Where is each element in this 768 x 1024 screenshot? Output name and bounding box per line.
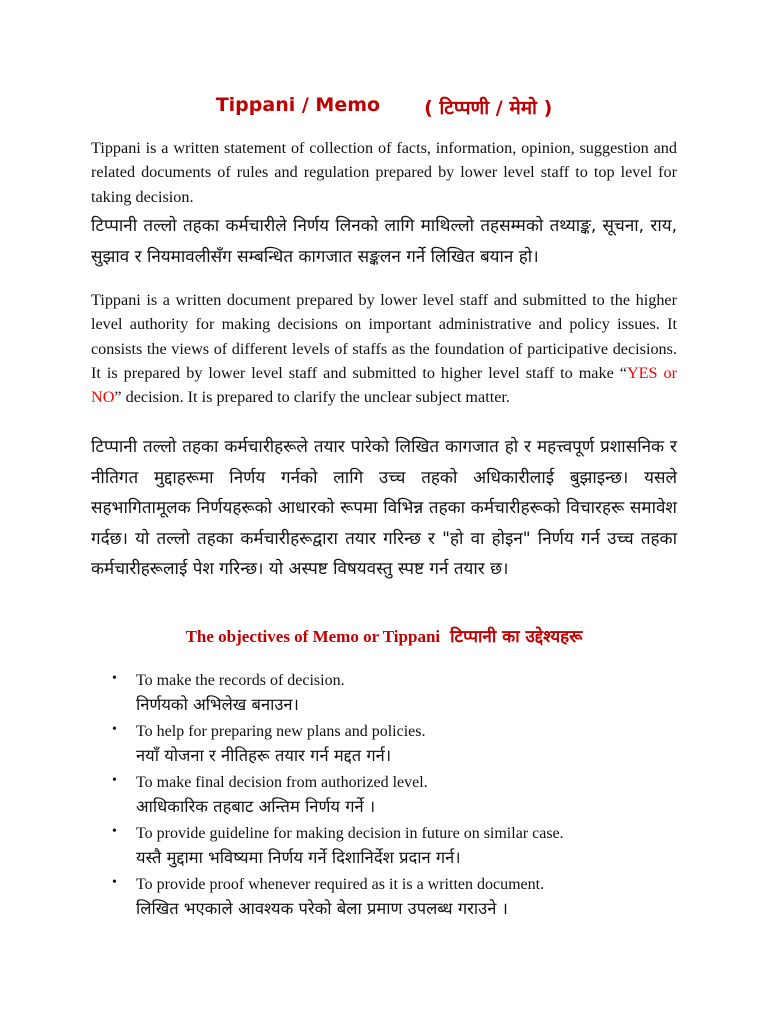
list-item-english: To provide guideline for making decision in future on similar case. [136,825,564,842]
bullet-icon: • [112,824,117,839]
yes-or-no-highlight: YES or NO [91,363,677,407]
list-item [112,823,712,874]
title-nepali: ( टिप्पणी / मेमो ) [424,97,553,119]
list-item-english: To help for preparing new plans and policies. [136,723,426,740]
paragraph-2-english [91,288,677,409]
list-item [112,874,712,925]
paragraph-1-english: Tippani is a written statement of collection of facts, information, opinion, suggestion and related documents of rules and regulation prepared by lower level staff to top level for taking decision. [91,139,677,206]
list-item [112,772,712,823]
bullet-icon: • [112,722,117,737]
bullet-icon: • [112,875,117,890]
objectives-heading-english: The objectives of Memo or Tippani [185,627,441,646]
bullet-icon: • [112,773,117,788]
list-item-nepali: यस्तै मुद्दामा भविष्यमा निर्णय गर्ने दिशानिर्देश प्रदान गर्न। [136,848,461,867]
page-title [0,94,768,120]
paragraph-2-text-after: ” decision. It is prepared to clarify the unclear subject matter. [114,388,510,407]
list-item [112,721,712,772]
list-item [112,670,712,721]
paragraph-2-nepali: टिप्पानी तल्लो तहका कर्मचारीहरूले तयार पारेको लिखित कागजात हो र महत्त्वपूर्ण प्रशासनिक र नीतिगत मुद्दाहरूमा निर्णय गर्नको लागि उच्च तहको अधिकारीलाई बुझाइन्छ। यसले सहभागितामूलक निर्णयहरूको आधारको रूपमा विभिन्न तहका कर्मचारीहरूको विचारहरू समावेश गर्दछ। यो तल्लो तहका कर्मचारीहरूद्वारा तयार गरिन्छ र "हो वा होइन" निर्णय गर्न उच्च तहका कर्मचारीहरूलाई पेश गरिन्छ। यो अस्पष्ट विषयवस्तु स्पष्ट गर्न तयार छ। [91,437,677,579]
paragraph-1-nepali: टिप्पानी तल्लो तहका कर्मचारीले निर्णय लिनको लागि माथिल्लो तहसम्मको तथ्याङ्क, सूचना, राय, सुझाव र नियमावलीसँग सम्बन्धित कागजात सङ्कलन गर्ने लिखित बयान हो। [91,216,677,267]
list-item-nepali: लिखित भएकाले आवश्यक परेको बेला प्रमाण उपलब्ध गराउने । [136,899,508,918]
list-item-nepali: नयाँ योजना र नीतिहरू तयार गर्न मद्दत गर्न। [136,746,392,765]
list-item-english: To make final decision from authorized level. [136,774,428,791]
list-item-nepali: निर्णयको अभिलेख बनाउन। [136,695,299,714]
title-english: Tippani / Memo [215,94,381,116]
list-item-nepali: आधिकारिक तहबाट अन्तिम निर्णय गर्ने । [136,797,376,816]
objectives-heading [0,624,768,647]
paragraph-2-text-before: Tippani is a written document prepared by lower level staff and submitted to the higher level authority for making decisions on important administrative and policy issues. It consists the views of different levels of staffs as the foundation of participative decisions. It is prepared by lower level staff and submitted to higher level staff to make “ [91,291,677,382]
list-item-english: To provide proof whenever required as it is a written document. [136,876,545,893]
list-item-english: To make the records of decision. [136,672,345,689]
objectives-list [112,670,712,925]
bullet-icon: • [112,671,117,686]
objectives-heading-nepali: टिप्पानी का उद्देश्यहरू [450,627,583,647]
